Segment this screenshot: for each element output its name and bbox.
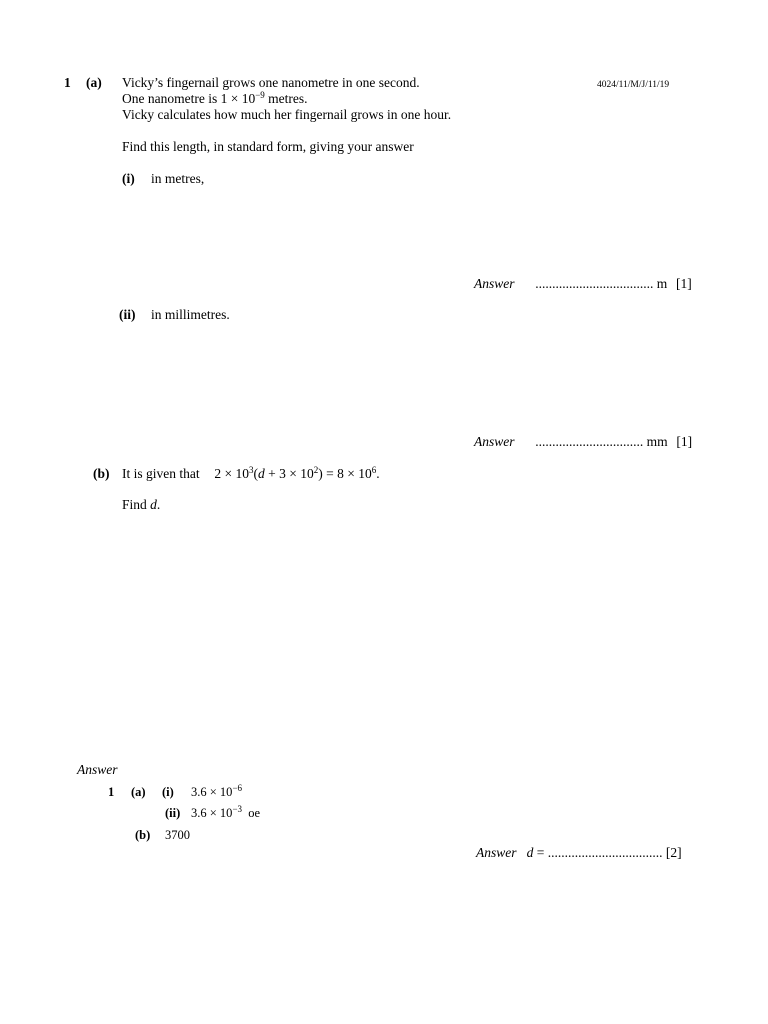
- ms-b-value: 3700: [165, 828, 190, 842]
- ms-question-number: 1: [108, 785, 115, 799]
- line2-pre: One nanometre is 1 × 10: [122, 91, 256, 106]
- answer-equals: =: [533, 845, 548, 860]
- answer-unit: mm: [646, 434, 668, 449]
- eq-part-b: (: [253, 466, 258, 481]
- equation: [214, 466, 379, 481]
- part-b-intro-text: It is given that: [122, 466, 200, 481]
- ms-ii-label: (ii): [165, 806, 181, 820]
- answer-marks: [1]: [676, 276, 692, 291]
- ms-ii-note: oe: [242, 806, 261, 820]
- paper-code: 4024/11/M/J/11/19: [597, 80, 670, 90]
- ms-a-label: (a): [131, 785, 146, 799]
- answer-line-a-i: [474, 276, 692, 292]
- eq-part-e: .: [376, 466, 380, 481]
- answer-prefix: d: [526, 845, 534, 860]
- sub-i-label: (i): [122, 171, 135, 186]
- sub-ii-text: in millimetres.: [151, 307, 230, 322]
- ms-ii-value: 3.6 × 10: [191, 806, 233, 820]
- sub-ii-label: (ii): [119, 307, 136, 322]
- answer-dots[interactable]: ...................................: [535, 276, 654, 291]
- part-b-find: [122, 497, 160, 513]
- eq-part-a: 2 × 10: [214, 466, 249, 481]
- question-number: 1: [64, 75, 71, 90]
- ms-ii-exponent: −3: [232, 804, 243, 814]
- eq-exp-2: 2: [313, 465, 319, 475]
- sub-i-text: in metres,: [151, 171, 205, 186]
- answer-line-a-ii: [474, 434, 692, 450]
- part-a-line-2: [122, 91, 308, 107]
- ms-i-label: (i): [162, 785, 174, 799]
- eq-part-c: + 3 × 10: [264, 466, 314, 481]
- answer-marks: [2]: [665, 845, 682, 860]
- part-a-instruction: Find this length, in standard form, giving your answer: [122, 139, 414, 154]
- eq-variable: d: [258, 466, 265, 481]
- line2-exponent: −9: [255, 90, 265, 100]
- eq-exp-1: 3: [249, 465, 254, 475]
- answer-dots[interactable]: ..................................: [547, 845, 663, 860]
- part-b-intro: [122, 466, 380, 482]
- answer-dots[interactable]: ................................: [535, 434, 644, 449]
- ms-ii-answer: [191, 805, 260, 821]
- ms-i-exponent: −6: [232, 783, 243, 793]
- part-a-label: (a): [86, 75, 102, 90]
- find-pre: Find: [122, 497, 151, 512]
- answer-marks: [1]: [676, 434, 693, 449]
- find-variable: d: [150, 497, 157, 512]
- ms-i-value: 3.6 × 10: [191, 785, 233, 799]
- line2-post: metres.: [264, 91, 308, 106]
- answer-label: Answer: [474, 434, 515, 449]
- part-a-line-1: Vicky’s fingernail grows one nanometre in one second.: [122, 75, 420, 90]
- eq-exp-3: 6: [371, 465, 377, 475]
- part-b-label: (b): [93, 466, 110, 481]
- ms-i-answer: [191, 784, 242, 800]
- part-a-line-3: Vicky calculates how much her fingernail grows in one hour.: [122, 107, 452, 122]
- mark-scheme-title: Answer: [77, 762, 118, 777]
- ms-b-label: (b): [135, 828, 151, 842]
- answer-label: Answer: [474, 276, 515, 291]
- answer-label: Answer: [476, 845, 517, 860]
- answer-unit: m: [656, 276, 668, 291]
- eq-part-d: ) = 8 × 10: [318, 466, 372, 481]
- answer-line-b: [476, 845, 682, 861]
- find-post: .: [156, 497, 161, 512]
